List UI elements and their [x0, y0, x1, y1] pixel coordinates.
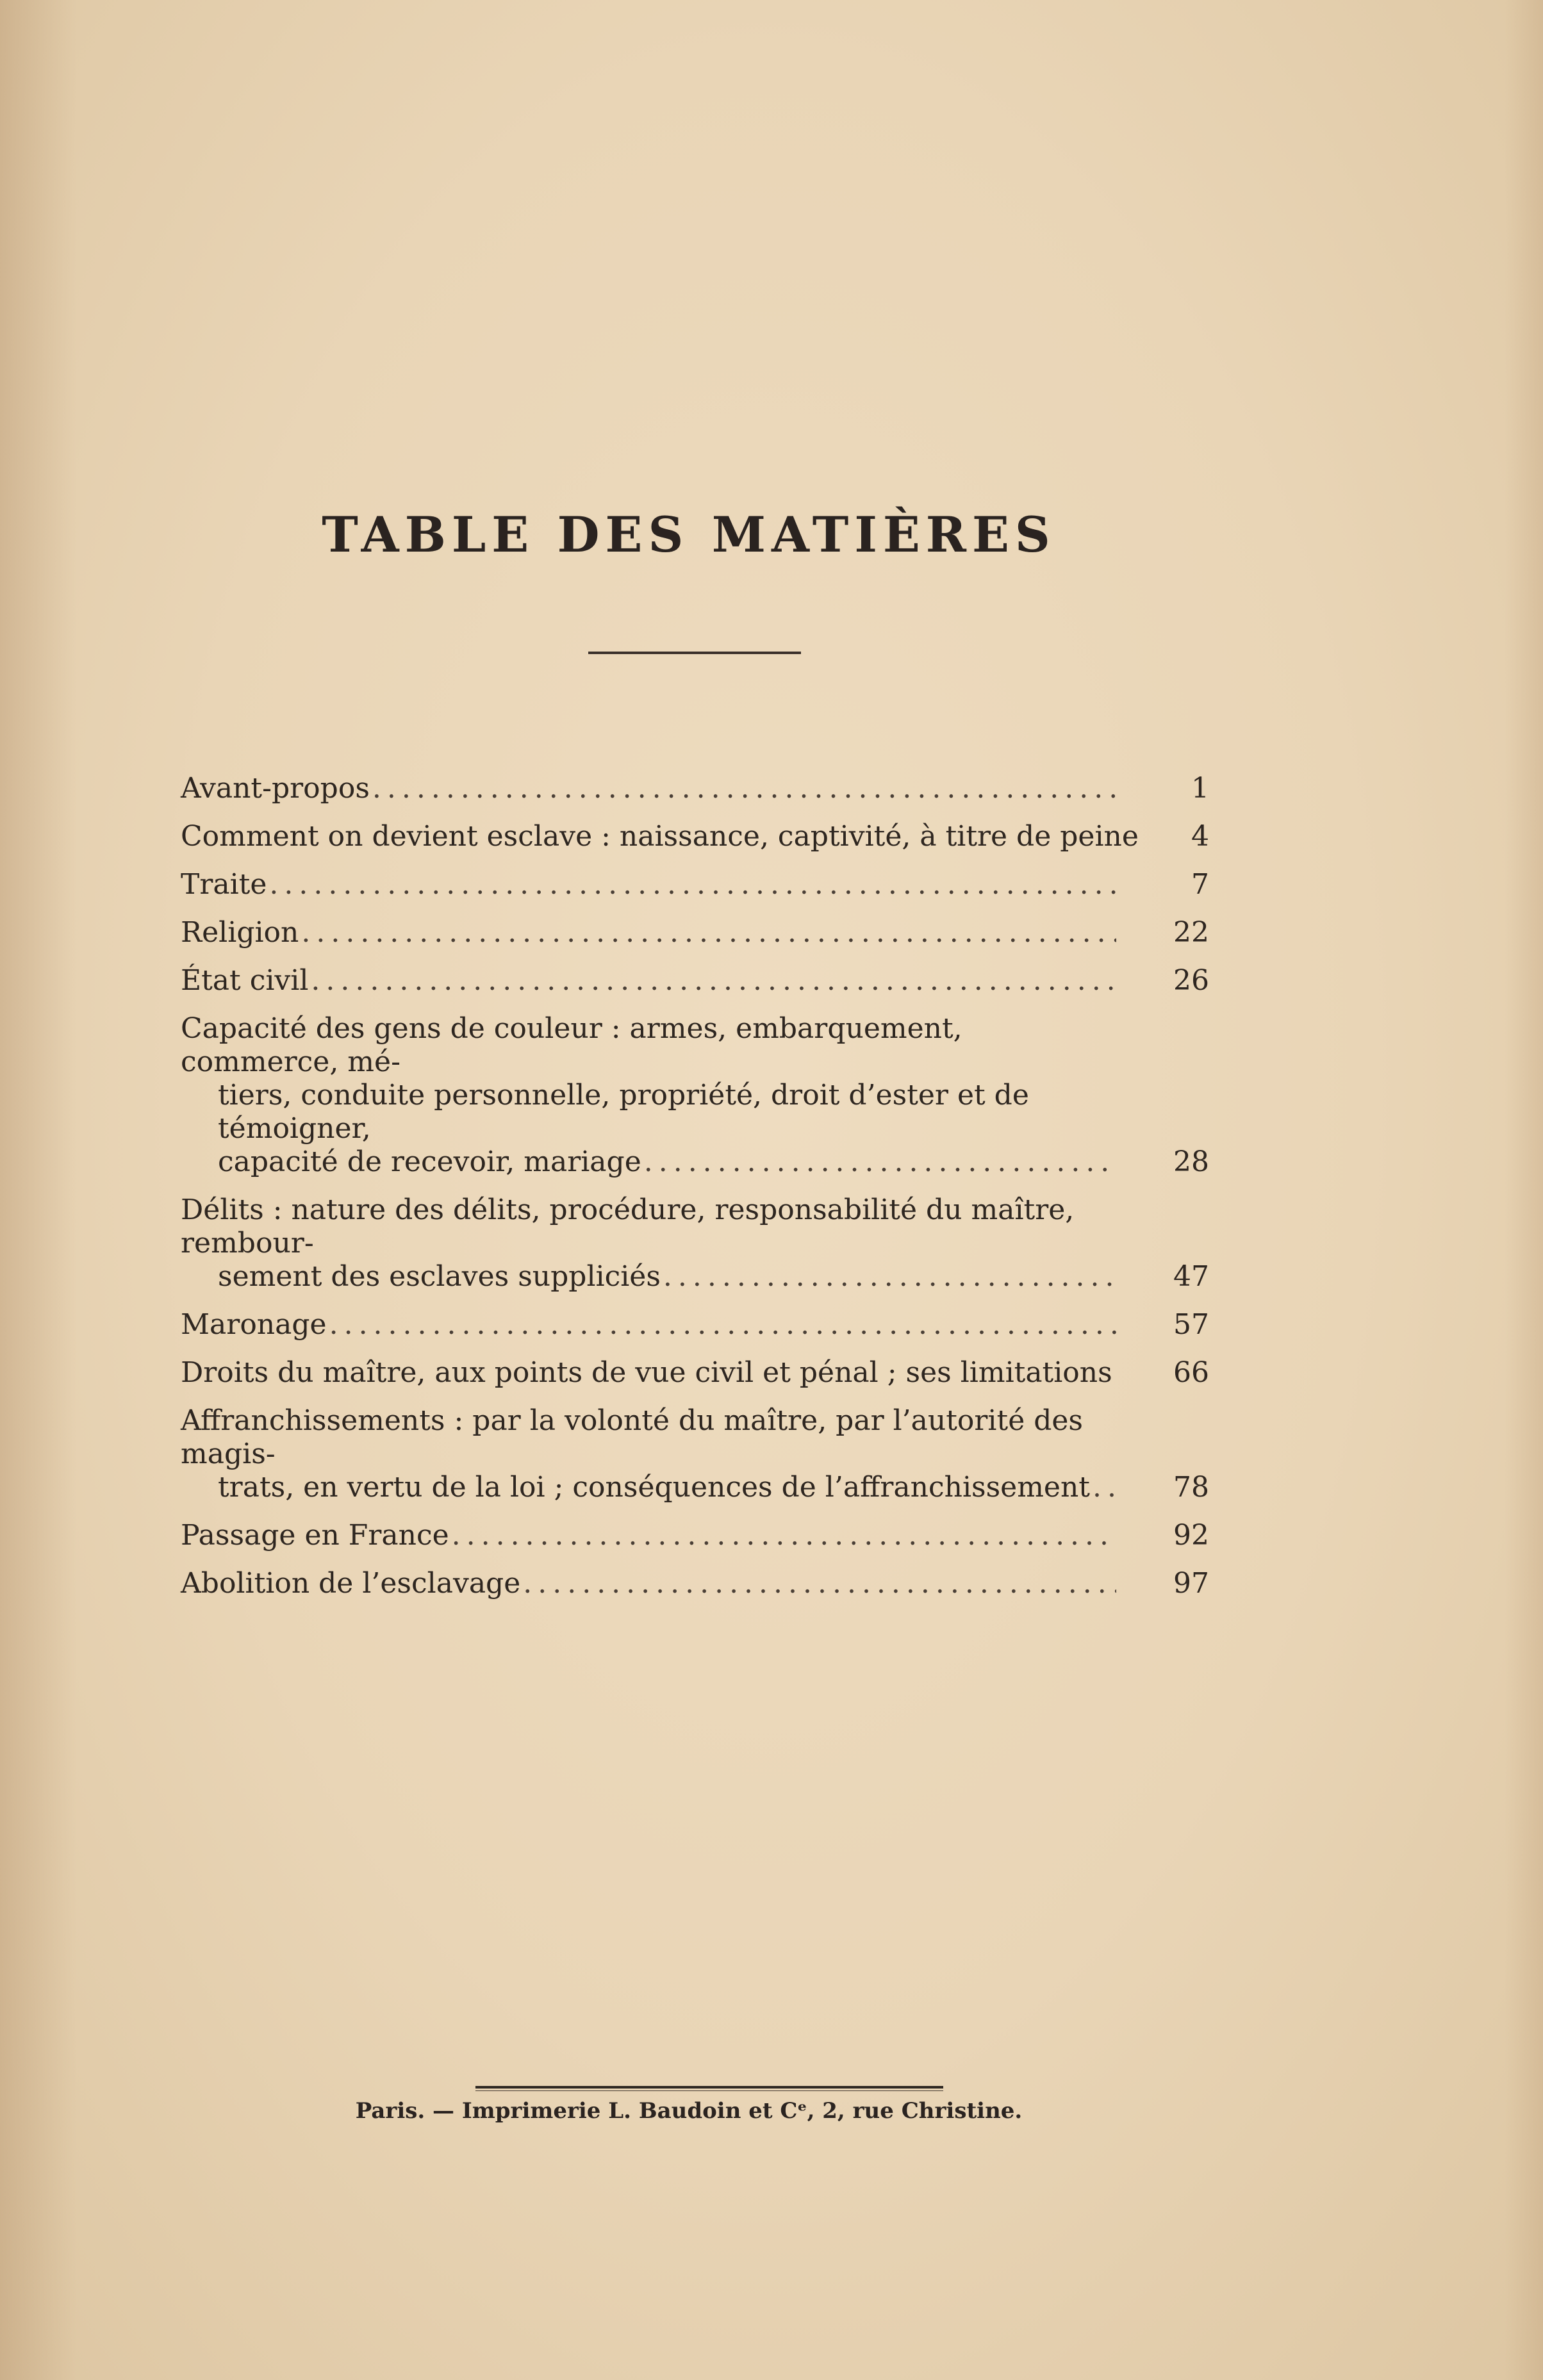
toc-entry-text [181, 1356, 1116, 1390]
title-divider [588, 652, 801, 654]
toc-entry [181, 1308, 1209, 1342]
page-edge-shading [0, 0, 77, 2380]
toc-entry [181, 868, 1209, 901]
toc-entry-line [181, 868, 1116, 901]
toc-entry-line [181, 916, 1116, 949]
imprint-divider [475, 2086, 943, 2089]
toc-page-number: 7 [1191, 868, 1209, 901]
printer-imprint: Paris. — Imprimerie L. Baudoin et Cᵉ, 2, rue Christine. [355, 2098, 1023, 2124]
toc-entry-line [181, 820, 1139, 853]
toc-entry-text [181, 1404, 1116, 1504]
toc-page-number: 47 [1173, 1260, 1209, 1293]
dot-leader [452, 1519, 1116, 1552]
toc-entry [181, 1194, 1209, 1293]
toc-entry-label: Affranchissements : par la volonté du maître, par l’autorité des magis- [181, 1404, 1083, 1470]
toc-page-number: 78 [1173, 1471, 1209, 1504]
toc-entry-text [181, 820, 1139, 853]
toc-entry-label: trats, en vertu de la loi ; conséquences de l’affranchissement [218, 1471, 1090, 1504]
toc-entry [181, 1404, 1209, 1504]
toc-entry-line [181, 1194, 1116, 1260]
toc-entry [181, 820, 1209, 853]
toc-entry-label: Abolition de l’esclavage [181, 1567, 521, 1600]
dot-leader [372, 772, 1116, 805]
page-edge-shading-right [1505, 0, 1543, 2380]
toc-entry-line [181, 1012, 1116, 1079]
toc-page-number: 4 [1191, 820, 1209, 853]
toc-entry-text [181, 1194, 1116, 1293]
page-title: TABLE DES MATIÈRES [322, 506, 1056, 563]
toc-entry-label: Délits : nature des délits, procédure, responsabilité du maître, rembour- [181, 1194, 1075, 1260]
toc-entry-line [181, 1567, 1116, 1600]
toc-entry [181, 1356, 1209, 1390]
toc-entry-text [181, 1012, 1116, 1179]
toc-entry-label: État civil [181, 964, 309, 997]
dot-leader [269, 868, 1116, 901]
toc-entry-label: Maronage [181, 1308, 327, 1341]
toc-entry-line [181, 1356, 1116, 1390]
toc-entry [181, 1519, 1209, 1552]
toc-entry-text [181, 916, 1116, 949]
toc-page-number: 66 [1173, 1356, 1209, 1389]
toc-entry-line [181, 964, 1116, 997]
toc-entry-text [181, 1519, 1116, 1552]
dot-leader [1093, 1471, 1116, 1504]
dot-leader [329, 1308, 1116, 1342]
toc-entry-line [181, 1260, 1116, 1293]
toc-page-number: 28 [1173, 1145, 1209, 1178]
toc-entry-label: sement des esclaves suppliciés [218, 1260, 661, 1293]
imprint-divider-thin [475, 2090, 943, 2091]
toc-entry-label: Religion [181, 916, 299, 949]
toc-page-number: 22 [1173, 916, 1209, 949]
toc-entry-line [181, 1471, 1116, 1504]
toc-page-number: 26 [1173, 964, 1209, 997]
toc-entry-text [181, 1308, 1116, 1342]
toc-entry-label: Comment on devient esclave : naissance, captivité, à titre de peine [181, 820, 1139, 853]
toc-entry-text [181, 1567, 1116, 1600]
dot-leader [644, 1145, 1116, 1179]
toc-page-number: 57 [1173, 1308, 1209, 1341]
toc-entry-line [181, 1404, 1116, 1471]
toc-entry-label: Capacité des gens de couleur : armes, embarquement, commerce, mé- [181, 1012, 962, 1078]
table-of-contents [181, 772, 1209, 1615]
toc-entry-line [181, 772, 1116, 805]
toc-page-number: 1 [1191, 772, 1209, 805]
dot-leader [311, 964, 1116, 997]
toc-page-number: 92 [1173, 1519, 1209, 1552]
toc-page-number: 97 [1173, 1567, 1209, 1600]
toc-entry [181, 1567, 1209, 1600]
toc-entry [181, 1012, 1209, 1179]
dot-leader [523, 1567, 1116, 1600]
toc-entry-label: Avant-propos [181, 772, 370, 805]
toc-entry-label: Droits du maître, aux points de vue civil et pénal ; ses limitations [181, 1356, 1112, 1389]
toc-entry [181, 772, 1209, 805]
toc-entry-line [181, 1079, 1116, 1145]
toc-entry-line [181, 1519, 1116, 1552]
toc-entry [181, 916, 1209, 949]
toc-entry [181, 964, 1209, 997]
toc-entry-label: Traite [181, 868, 267, 901]
toc-entry-label: Passage en France [181, 1519, 449, 1552]
toc-entry-text [181, 964, 1116, 997]
dot-leader [663, 1260, 1116, 1293]
toc-entry-text [181, 772, 1116, 805]
toc-entry-label: tiers, conduite personnelle, propriété, droit d’ester et de témoigner, [218, 1079, 1029, 1145]
toc-entry-line [181, 1308, 1116, 1342]
dot-leader [301, 916, 1116, 949]
toc-entry-line [181, 1145, 1116, 1179]
toc-entry-text [181, 868, 1116, 901]
toc-entry-label: capacité de recevoir, mariage [218, 1145, 641, 1178]
